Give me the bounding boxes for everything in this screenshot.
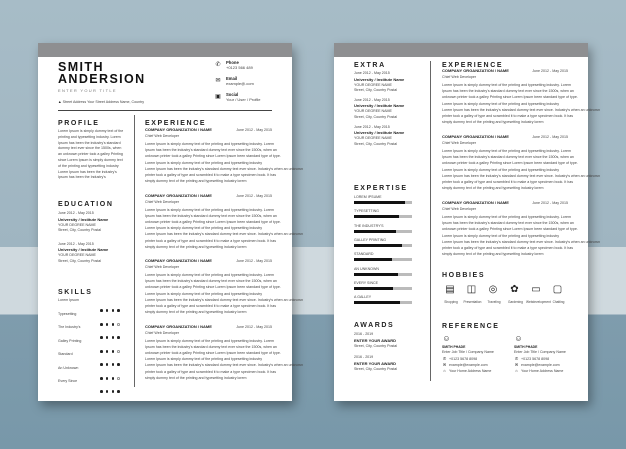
page-top-bar — [334, 43, 588, 57]
experience-line: Lorem Ipsum has been the industry's standard dummy text ever since. Industry's when an unknown — [442, 107, 600, 112]
skill-row — [58, 365, 130, 379]
expertise-bar-fill — [354, 258, 392, 261]
skills-heading: SKILLS — [58, 289, 93, 296]
experience-company: COMPANY ORGANIZATION / NAME — [442, 134, 509, 139]
experience-line: Lorem Ipsum has been the industry's standard dummy text ever since. Industry's when an unknown — [145, 166, 303, 171]
expertise-heading: EXPERTISE — [354, 185, 408, 192]
experience-line: Lorem Ipsum is simply dummy text of the printing and typesetting industry — [442, 167, 560, 172]
experience-company: COMPANY ORGANIZATION / NAME — [145, 258, 212, 263]
experience-description — [145, 207, 303, 250]
reference-address: Your Home Address Name — [449, 369, 492, 373]
skill-row — [58, 297, 130, 311]
experience-description — [442, 148, 600, 191]
experience-line: Ipsum has been the industry's standard dummy text ever since the 1500s, when an — [145, 213, 277, 218]
extra-item — [354, 125, 426, 148]
page-top-bar — [38, 43, 292, 57]
award-item — [354, 355, 426, 372]
extra-school: University / Institute Name — [354, 103, 405, 109]
expertise-name: LOREM IPSUME — [354, 195, 382, 199]
experience-line: simply dummy text of the printing and typesetting industry lorem — [442, 186, 544, 191]
education-school: University / Institute Name — [58, 216, 109, 222]
experience-line: Lorem Ipsum has been the industry's standard dummy text ever since. Industry's when an unknown — [145, 363, 303, 368]
column-divider — [134, 115, 135, 387]
education-item — [58, 242, 130, 265]
experience-role: Chief Web Developer — [442, 75, 477, 79]
extra-location: Street, City, Country Postal — [354, 114, 398, 119]
profile-line: Ipsum has been the Industry's — [58, 175, 106, 180]
home-icon: ⌂ — [443, 368, 446, 373]
awards-heading: AWARDS — [354, 322, 395, 329]
experience-heading: EXPERIENCE — [442, 62, 504, 69]
reference-heading: REFERENCE — [442, 323, 500, 330]
contact-label: Phone — [226, 60, 239, 65]
profile-line: Ipsum has been the industry's standard — [58, 140, 121, 145]
experience-line: simply dummy text of the printing and typesetting industry lorem — [145, 244, 247, 249]
email-icon: ✉ — [514, 362, 519, 367]
extra-location: Street, City, Country Postal — [354, 141, 398, 146]
experience-date: June 2012 - May 2015 — [532, 135, 568, 139]
expertise-name: EVERY SINCE — [354, 280, 379, 285]
extra-item — [354, 98, 426, 121]
education-location: Street, City, Country Postal — [58, 228, 102, 233]
experience-line: Lorem Ipsum is simply dummy text of the printing and typesetting industry. Lorem — [145, 338, 274, 343]
social-icon: ▣ — [215, 94, 221, 100]
expertise-bar — [354, 215, 412, 218]
experience-role: Chief Web Developer — [145, 265, 180, 269]
webdevelopment-icon: ▭ — [531, 284, 541, 295]
education-list — [58, 211, 130, 273]
experience-line: Lorem Ipsum is simply dummy text of the printing and typesetting industry. Lorem — [442, 149, 571, 153]
expertise-bar — [354, 258, 412, 261]
shopping-icon: ▤ — [445, 284, 455, 295]
education-location: Street, City, Country Postal — [58, 258, 102, 263]
skill-row — [58, 311, 130, 325]
reference-name: SMITH PHADE — [442, 345, 466, 349]
experience-line: Lorem Ipsum is simply dummy text of the printing and typesetting industry — [442, 101, 560, 106]
experience-line: printer took a galley of type and scrambled it to make a type specimen book. It has — [145, 238, 277, 243]
award-location: Street, City, Country Postal — [354, 366, 398, 371]
hobby-label: Presentation — [463, 300, 482, 304]
profile-heading: PROFILE — [58, 120, 100, 127]
experience-line: Lorem Ipsum has been the industry's standard dummy text ever since. Industry's when an unknown — [145, 232, 303, 237]
profile-line: since Lorem Ipsum is simply dummy text — [58, 157, 123, 162]
reference-address: Your Home Address Name — [521, 369, 564, 373]
hobby-label: Gardening — [508, 300, 523, 304]
experience-line: unknown printer took a galley Printing since Lorem Ipsum been standard type of type. — [145, 219, 281, 224]
expertise-name: AN UNKNOWN — [354, 266, 379, 271]
location-icon: ▲ — [58, 100, 62, 104]
person-icon: ☺ — [442, 334, 451, 343]
education-degree: YOUR DEGREE NAME — [58, 222, 96, 227]
experience-item — [442, 200, 600, 267]
experience-date: June 2012 - May 2015 — [532, 201, 568, 205]
experience-item — [145, 258, 303, 325]
experience-list — [145, 127, 303, 390]
experience-line: Lorem Ipsum is simply dummy text of the printing and typesetting industry. Lorem — [442, 215, 571, 219]
experience-item — [145, 192, 303, 260]
reference-email: example@example.com — [521, 363, 560, 367]
name-first: SMITH — [58, 60, 104, 74]
extra-degree: YOUR DEGREE NAME — [354, 136, 392, 141]
experience-date: June 2012 - May 2015 — [236, 259, 272, 263]
gardening-icon: ✿ — [510, 284, 519, 295]
award-item — [354, 332, 426, 349]
phone-icon: ✆ — [215, 62, 221, 68]
reference-role: Enter Job Title / Company Name — [442, 350, 494, 354]
education-heading: EDUCATION — [58, 201, 114, 208]
resume-page-1 — [38, 43, 303, 401]
expertise-bar — [354, 201, 412, 204]
extra-degree: YOUR DEGREE NAME — [354, 82, 392, 87]
experience-line: printer took a galley of type and scrambled it to make a type specimen book. It has — [442, 114, 574, 119]
reference-list — [442, 333, 572, 383]
experience-line: unknown printer took a galley Printing since Lorem Ipsum been standard type of type. — [145, 285, 281, 290]
experience-item — [145, 127, 303, 194]
expertise-name: A GALLEY — [354, 295, 372, 300]
skill-dot — [106, 390, 109, 393]
experience-line: simply dummy text of the printing and typesetting industry lorem — [442, 252, 544, 257]
education-school: University / Institute Name — [58, 247, 109, 253]
expertise-bar-fill — [354, 273, 398, 276]
experience-description — [145, 338, 303, 381]
experience-date: June 2012 - May 2015 — [532, 69, 568, 73]
experience-line: simply dummy text of the printing and typesetting industry lorem — [145, 310, 247, 315]
hobby-label: Shopping — [444, 300, 458, 304]
extra-degree: YOUR DEGREE NAME — [354, 109, 392, 114]
reference-role: Enter Job Title / Company Name — [514, 350, 566, 354]
expertise-list — [354, 195, 426, 310]
experience-company: COMPANY ORGANIZATION / NAME — [442, 200, 509, 205]
reference-email: example@example.com — [449, 363, 488, 367]
expertise-bar — [354, 273, 412, 276]
skill-dot — [112, 390, 115, 393]
expertise-bar — [354, 244, 412, 247]
experience-line: printer took a galley of type and scrambled it to make a type specimen book. It has — [442, 246, 574, 251]
expertise-name: GALLEY PRINTING — [354, 237, 387, 242]
award-location: Street, City, Country Postal — [354, 343, 398, 348]
skill-name: Galley Printing — [58, 338, 82, 343]
experience-line: unknown printer took a galley Printing since Lorem Ipsum been standard type of type. — [145, 154, 281, 159]
experience-line: Lorem Ipsum is simply dummy text of the printing and typesetting industry — [145, 226, 263, 231]
phone-icon: ✆ — [442, 356, 447, 361]
experience-description — [145, 272, 303, 315]
skill-name: The Industry's — [58, 325, 81, 329]
email-icon: ✉ — [215, 78, 221, 84]
hobby-label: Chatting — [552, 300, 565, 304]
presentation-icon: ◫ — [466, 284, 477, 295]
contact-value: example@.com — [226, 81, 254, 86]
email-icon: ✉ — [442, 362, 447, 367]
profile-text — [58, 129, 130, 181]
hobby-label: Traveling — [487, 300, 501, 304]
column-divider — [430, 61, 431, 381]
experience-role: Chief Web Developer — [145, 330, 180, 335]
extra-date: June 2012 - May 2015 — [354, 71, 390, 75]
reference-item — [514, 333, 574, 383]
extra-date: June 2012 - May 2015 — [354, 124, 390, 129]
expertise-bar — [354, 230, 412, 233]
experience-date: June 2012 - May 2015 — [236, 324, 272, 329]
experience-role: Chief Web Developer — [145, 199, 180, 204]
extra-school: University / Institute Name — [354, 130, 405, 136]
experience-company: COMPANY ORGANIZATION / NAME — [442, 68, 509, 73]
header-divider — [58, 110, 272, 111]
profile-line: dummy text ever since the 1500s, when — [58, 146, 122, 151]
hobby-label: Webdevelopment — [526, 300, 551, 304]
experience-line: Lorem Ipsum is simply dummy text of the printing and typesetting industry. Lorem — [442, 83, 571, 87]
experience-role: Chief Web Developer — [145, 134, 180, 138]
experience-list — [442, 68, 600, 267]
experience-line: Lorem Ipsum is simply dummy text of the printing and typesetting industry. Lorem — [145, 207, 274, 212]
reference-name: SMITH PHADE — [514, 345, 538, 349]
experience-line: simply dummy text of the printing and typesetting industry lorem — [145, 179, 247, 184]
experience-line: Lorem Ipsum is simply dummy text of the printing and typesetting industry — [145, 160, 263, 165]
experience-line: Lorem Ipsum is simply dummy text of the printing and typesetting industry — [145, 357, 263, 362]
home-icon: ⌂ — [515, 368, 518, 373]
address — [58, 100, 144, 104]
extra-date: June 2012 - May 2015 — [354, 97, 390, 102]
expertise-bar — [354, 301, 412, 304]
experience-line: Lorem Ipsum has been the industry's standard dummy text ever since. Industry's when an unknown — [442, 173, 600, 178]
experience-date: June 2012 - May 2015 — [236, 193, 272, 198]
experience-line: Lorem Ipsum has been the industry's standard dummy text ever since. Industry's when an unknown — [442, 239, 600, 244]
education-date: June 2012 - May 2015 — [58, 211, 94, 215]
contact-value: Your / User / Profile — [226, 97, 261, 102]
awards-list — [354, 332, 426, 378]
skill-row — [58, 351, 130, 365]
profile-line: of the printing and typesetting industry — [58, 163, 119, 168]
experience-line: Lorem Ipsum is simply dummy text of the printing and typesetting industry — [145, 291, 263, 296]
expertise-name: TYPESETTING — [354, 209, 379, 214]
experience-line: unknown printer took a galley Printing since Lorem Ipsum been standard type of type. — [442, 227, 578, 232]
expertise-bar — [354, 287, 412, 290]
experience-line: unknown printer took a galley Printing since Lorem Ipsum been standard type of type. — [442, 161, 578, 166]
experience-line: Lorem Ipsum is simply dummy text of the printing and typesetting industry. Lorem — [145, 142, 274, 146]
traveling-icon: ◎ — [488, 284, 498, 295]
experience-line: Lorem Ipsum is simply dummy text of the printing and typesetting industry. Lorem — [145, 273, 274, 277]
experience-heading: EXPERIENCE — [145, 120, 207, 127]
contact-block — [214, 61, 292, 109]
experience-line: printer took a galley of type and scrambled it to make a type specimen book. It has — [145, 304, 277, 309]
experience-line: unknown printer took a galley Printing since Lorem Ipsum been standard type of type. — [145, 350, 281, 355]
award-title: ENTER YOUR AWARD — [354, 360, 397, 366]
experience-line: Ipsum has been the industry's standard dummy text ever since the 1500s, when an — [442, 89, 574, 94]
contact-label: Email — [226, 76, 238, 81]
expertise-bar-fill — [354, 215, 399, 218]
experience-line: Ipsum has been the industry's standard dummy text ever since the 1500s, when an — [442, 221, 574, 226]
expertise-bar-fill — [354, 301, 400, 304]
profile-line: an unknown printer took a galley Printing — [58, 152, 123, 157]
skill-name: Typesetting — [58, 311, 77, 316]
experience-line: Ipsum has been the industry's standard dummy text ever since the 1500s, when an — [145, 148, 277, 153]
address-text: Street Address Your Street Address Name, Country — [62, 100, 145, 104]
experience-description — [145, 141, 303, 184]
extra-list — [354, 71, 426, 151]
experience-line: Lorem Ipsum is simply dummy text of the printing and typesetting industry — [442, 233, 560, 238]
experience-item — [442, 68, 600, 135]
profile-line: Lorem Ipsum is simply dummy text of the — [58, 129, 124, 133]
experience-line: Lorem Ipsum has been the industry's standard dummy text ever since. Industry's when an unknown — [145, 297, 303, 302]
expertise-bar-fill — [354, 244, 402, 247]
contact-value: +0123 566 489 — [226, 65, 253, 70]
skill-row — [58, 378, 130, 392]
experience-line: printer took a galley of type and scrambled it to make a type specimen book. It has — [442, 180, 574, 185]
experience-line: unknown printer took a galley Printing since Lorem Ipsum been standard type of type. — [442, 95, 578, 100]
skill-dot — [100, 390, 103, 393]
reference-phone: +0123 5678 8098 — [449, 357, 478, 361]
expertise-bar-fill — [354, 201, 405, 204]
skill-name: An Unknown — [58, 365, 79, 370]
education-date: June 2012 - May 2015 — [58, 241, 94, 246]
extra-location: Street, City, Country Postal — [354, 88, 398, 93]
experience-item — [145, 323, 303, 391]
extra-school: University / Institute Name — [354, 76, 405, 82]
reference-phone: +0123 5678 8098 — [521, 357, 550, 361]
experience-line: simply dummy text of the printing and typesetting industry lorem — [442, 120, 544, 125]
experience-line: Ipsum has been the industry's standard dummy text ever since the 1500s, when an — [145, 279, 277, 284]
award-years: 2016 - 2019 — [354, 355, 374, 360]
experience-description — [442, 214, 600, 257]
profile-line: printing and typesetting industry. Lorem — [58, 134, 121, 139]
contact-label: Social — [226, 92, 239, 97]
experience-date: June 2012 - May 2015 — [236, 128, 272, 132]
expertise-name: THE INDUSTRY'S — [354, 223, 384, 228]
profile-line: Lorem Ipsum has been the industry's — [58, 169, 117, 174]
job-title: ENTER YOUR TITLE — [58, 88, 117, 93]
chatting-icon: ▢ — [552, 284, 563, 295]
extra-heading: EXTRA — [354, 62, 386, 69]
name-last: ANDERSION — [58, 72, 146, 86]
experience-company: COMPANY ORGANIZATION / NAME — [145, 192, 212, 198]
skill-row — [58, 324, 130, 338]
reference-item — [442, 333, 502, 383]
skill-row — [58, 338, 130, 352]
hobbies-list — [442, 284, 572, 310]
experience-role: Chief Web Developer — [442, 141, 477, 145]
experience-line: Ipsum has been the industry's standard dummy text ever since the 1500s, when an — [145, 344, 277, 349]
education-item — [58, 211, 130, 234]
person-icon: ☺ — [514, 334, 523, 343]
skill-name: Standard — [58, 352, 73, 356]
experience-company: COMPANY ORGANIZATION / NAME — [145, 127, 212, 132]
award-years: 2016 - 2019 — [354, 332, 374, 336]
experience-description — [442, 82, 600, 125]
hobbies-heading: HOBBIES — [442, 272, 486, 279]
experience-line: printer took a galley of type and scrambled it to make a type specimen book. It has — [145, 173, 277, 178]
phone-icon: ✆ — [514, 356, 519, 361]
extra-item — [354, 71, 426, 94]
expertise-bar-fill — [354, 287, 393, 290]
education-degree: YOUR DEGREE NAME — [58, 253, 96, 258]
expertise-bar-fill — [354, 230, 396, 233]
experience-company: COMPANY ORGANIZATION / NAME — [145, 323, 212, 329]
skills-list — [58, 297, 130, 392]
experience-line: simply dummy text of the printing and typesetting industry lorem — [145, 375, 247, 380]
skill-name: Every Since — [58, 379, 78, 383]
experience-item — [442, 134, 600, 201]
skill-dot — [117, 390, 120, 393]
experience-line: Ipsum has been the industry's standard dummy text ever since the 1500s, when an — [442, 155, 574, 160]
experience-line: printer took a galley of type and scrambled it to make a type specimen book. It has — [145, 369, 277, 374]
resume-page-2 — [334, 43, 600, 401]
award-title: ENTER YOUR AWARD — [354, 337, 397, 343]
expertise-name: STANDARD — [354, 252, 374, 257]
skill-name: Lorem Ipsum — [58, 298, 79, 302]
skill-dots — [100, 380, 123, 398]
experience-role: Chief Web Developer — [442, 207, 477, 211]
